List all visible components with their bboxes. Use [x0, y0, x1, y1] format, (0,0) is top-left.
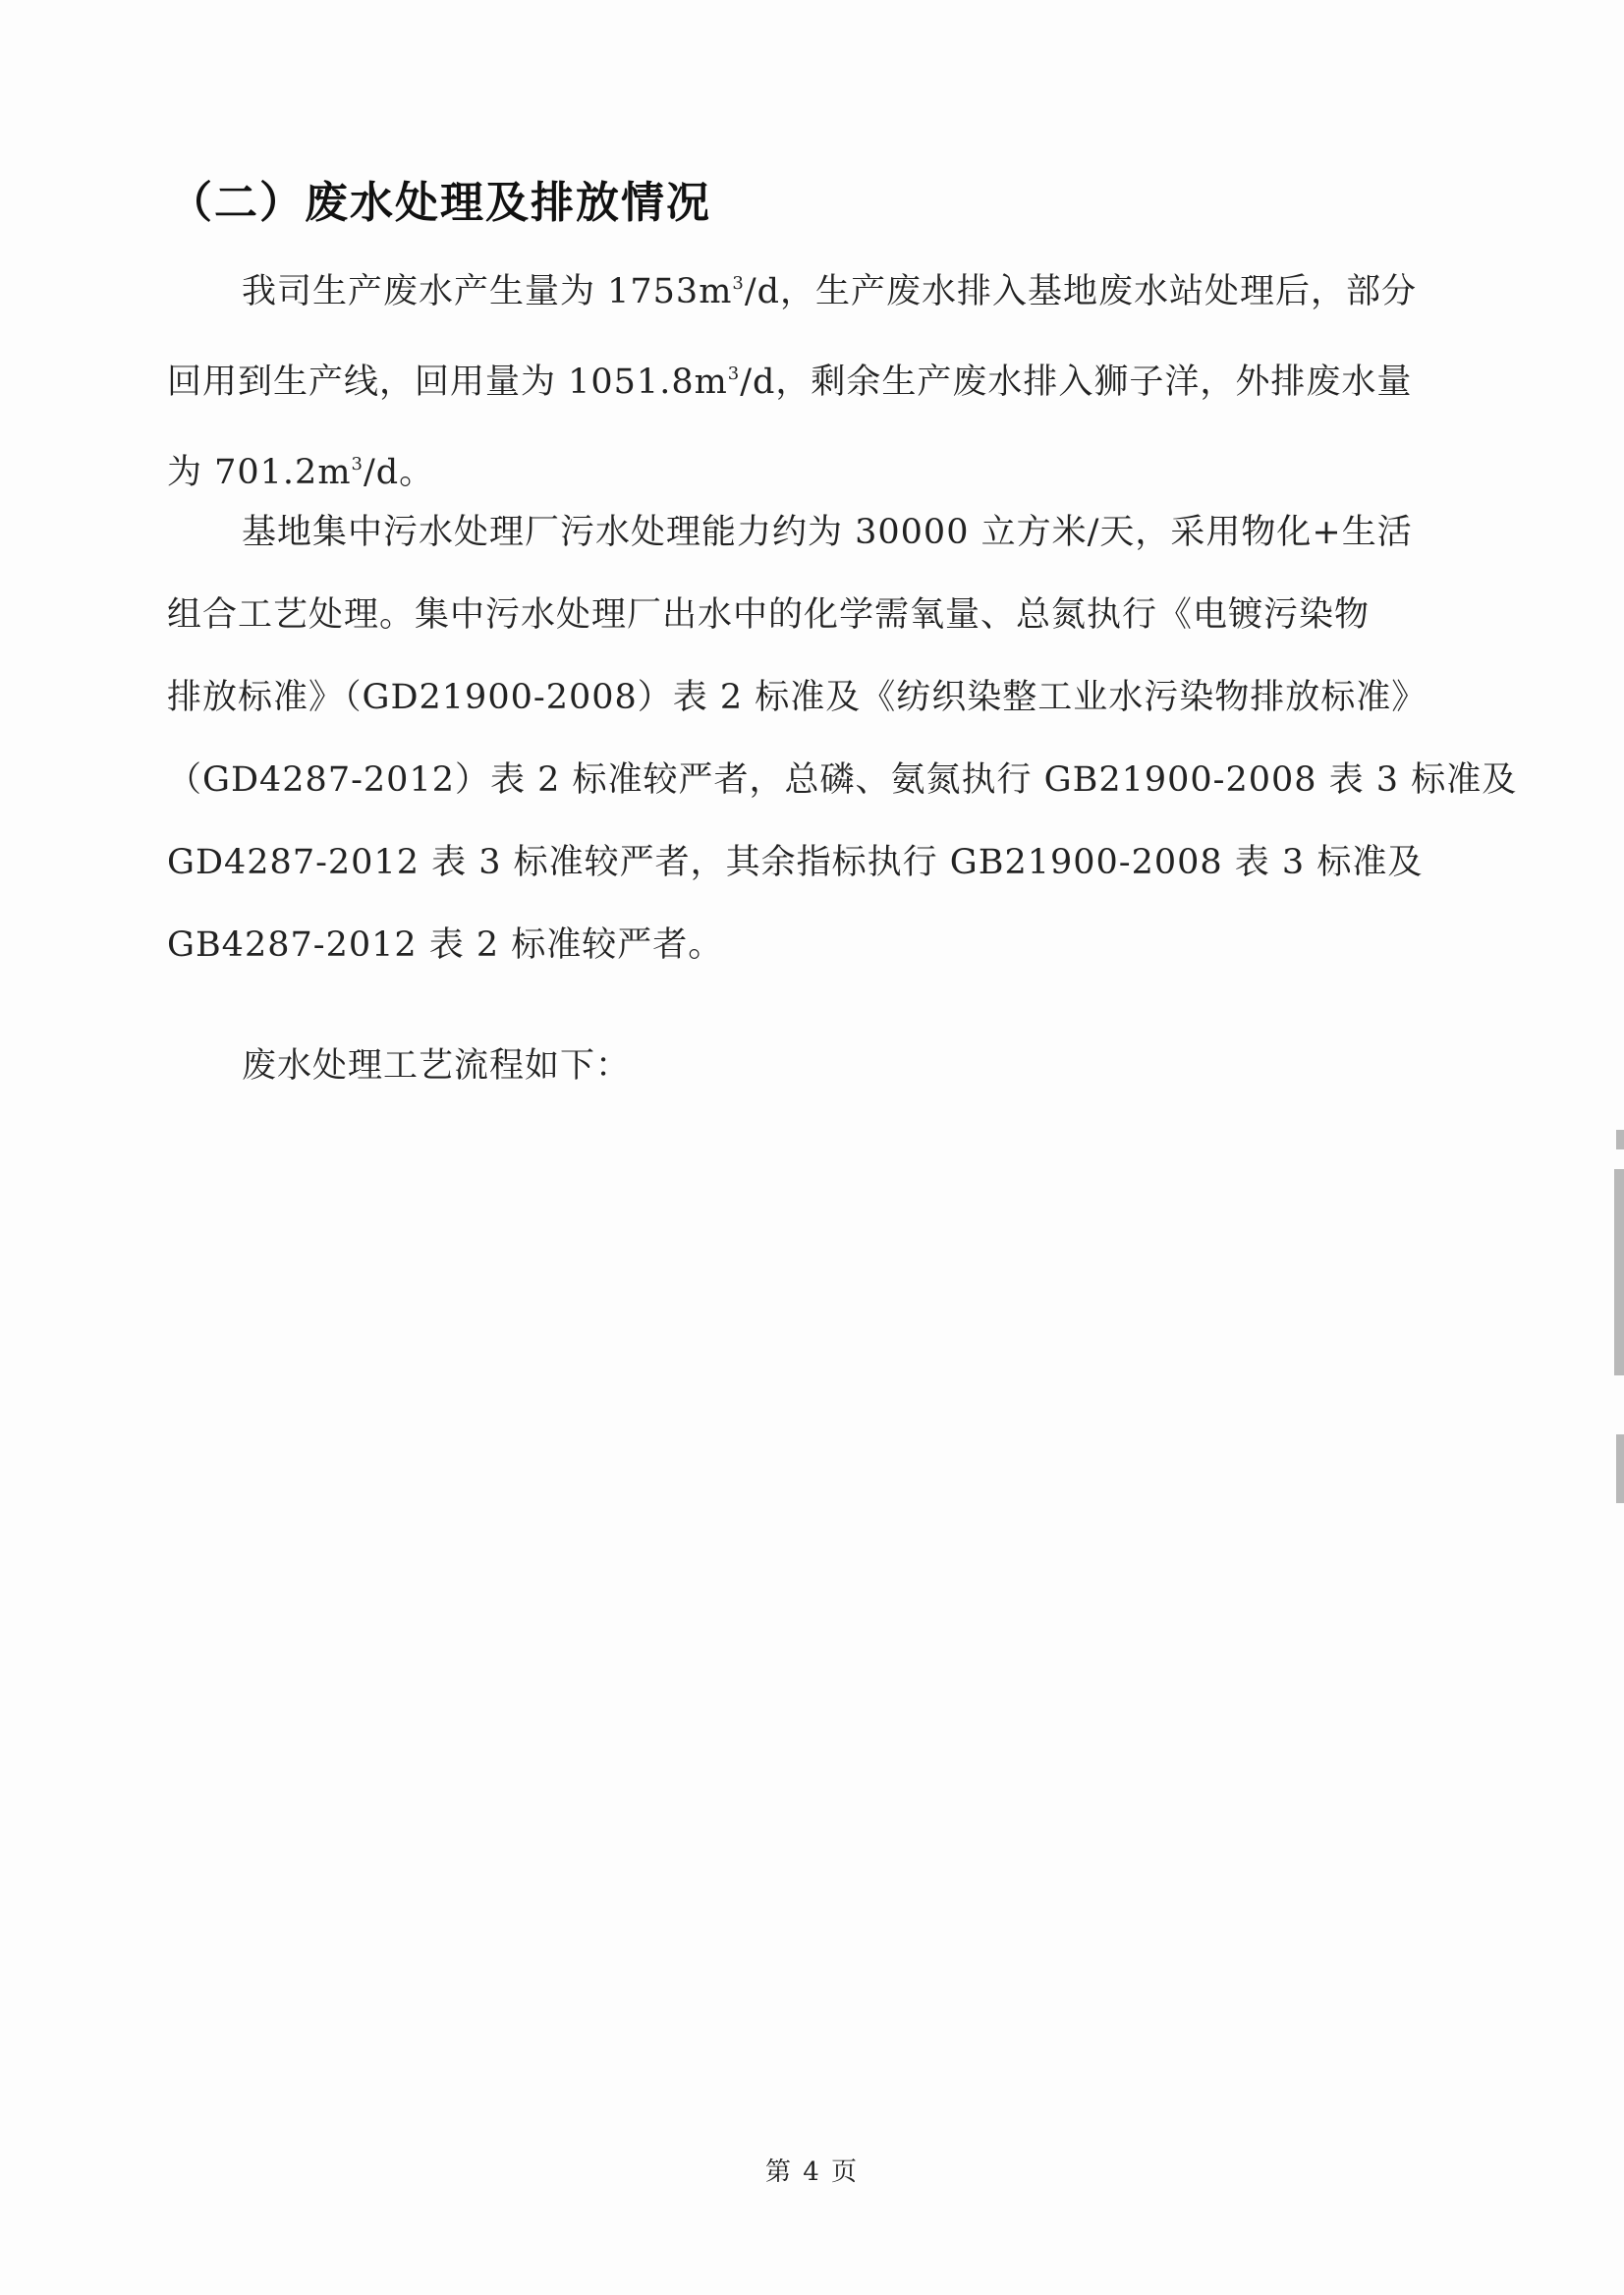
text-line: GB4287-2012 表 2 标准较严者。 [167, 925, 724, 965]
page-number: 第 4 页 [764, 2157, 860, 2187]
paragraph-treatment-standards [167, 491, 1518, 986]
section-heading: （二）废水处理及排放情况 [169, 178, 711, 228]
scan-artifact [1614, 1169, 1624, 1375]
paragraph-process-intro [167, 1025, 1488, 1107]
scan-artifact [1616, 1130, 1624, 1149]
scan-artifact [1616, 1434, 1624, 1503]
paragraph-wastewater-volume [167, 243, 1488, 514]
text-line: 排放标准》（GD21900-2008）表 2 标准及《纺织染整工业水污染物排放标准》 [167, 678, 1428, 717]
text-line: （GD4287-2012）表 2 标准较严者，总磷、氨氮执行 GB21900-2008 表 3 标准及 [167, 760, 1518, 800]
text-line: 为 $701.2m^3/d$。 [167, 453, 435, 492]
text-line: 废水处理工艺流程如下： [242, 1046, 632, 1086]
text-line: GD4287-2012 表 3 标准较严者，其余指标执行 GB21900-2008 表 3 标准及 [167, 843, 1424, 882]
text-line: 组合工艺处理。集中污水处理厂出水中的化学需氧量、总氮执行《电镀污染物 [167, 595, 1371, 635]
text-line: 基地集中污水处理厂污水处理能力约为 30000 立方米/天，采用物化+生活 [242, 513, 1413, 552]
text-line: 我司生产废水产生量为 $1753m^3/d$，生产废水排入基地废水站处理后，部分 [242, 272, 1418, 311]
text-line: 回用到生产线，回用量为 $1051.8m^3/d$，剩余生产废水排入狮子洋，外排废水量 [167, 363, 1413, 402]
